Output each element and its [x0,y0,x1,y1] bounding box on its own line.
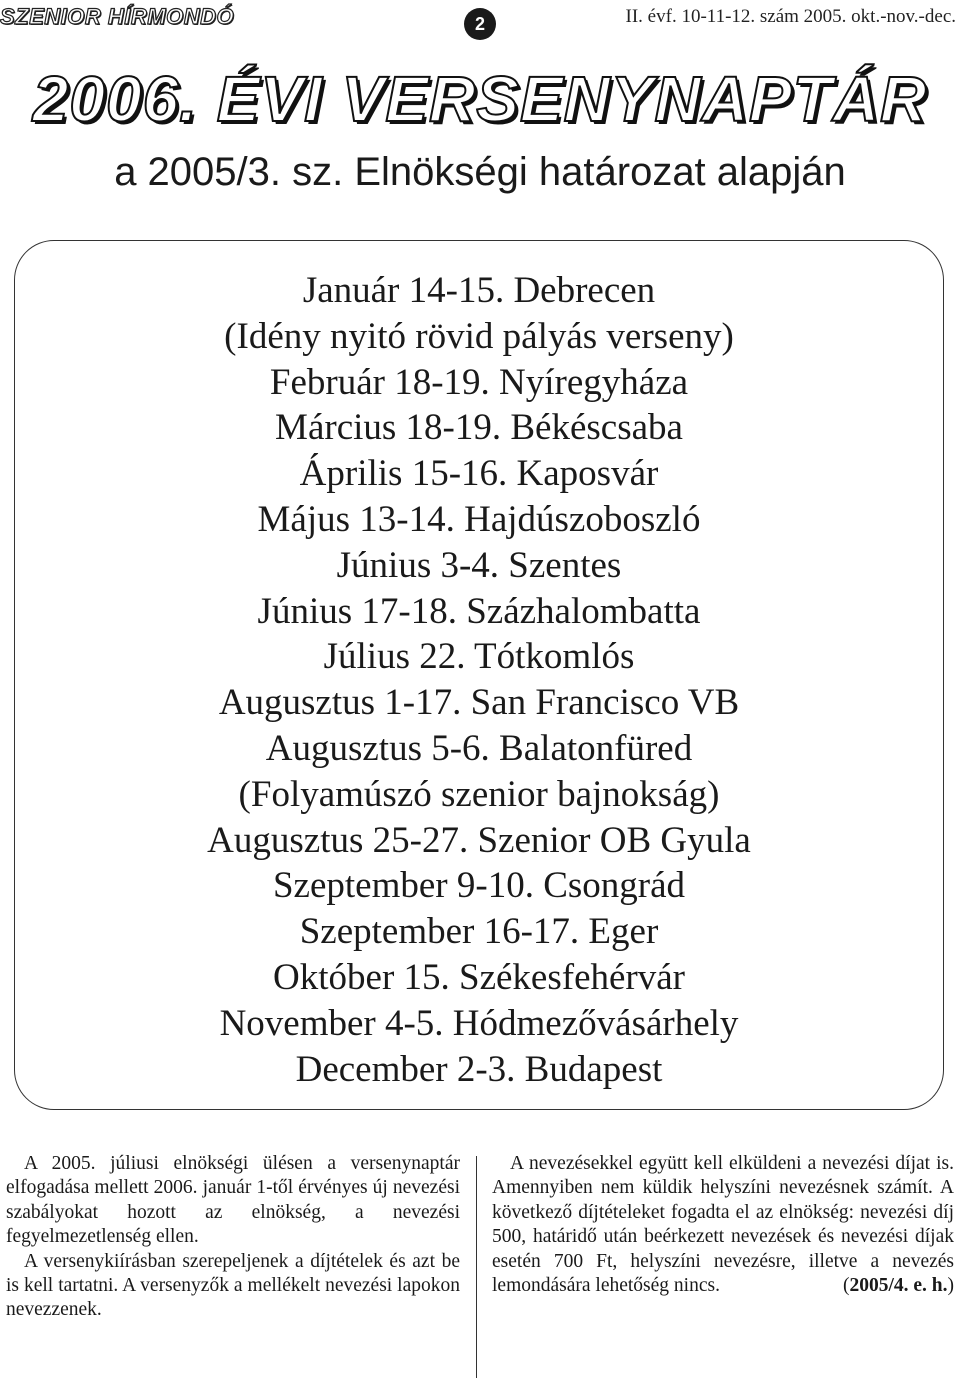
schedule-item: December 2-3. Budapest [295,1048,663,1090]
schedule-item: Augusztus 1-17. San Francisco VB [218,682,740,724]
schedule-item: Június 17-18. Százhalombatta [257,590,701,632]
reference-wrap [825,1274,954,1298]
schedule-item: Január 14-15. Debrecen [302,270,656,311]
reference-close: ) [947,1275,954,1297]
schedule-item: (Folyamúszó szenior bajnokság) [238,773,720,815]
column-divider [476,1156,477,1378]
schedule-item: Március 18-19. Békéscsaba [275,407,683,449]
reference: 2005/4. e. h. [849,1275,948,1297]
schedule-item: Augusztus 25-27. Szenior OB Gyula [207,819,751,861]
issue-info: II. évf. 10-11-12. szám 2005. okt.-nov.-dec. [625,6,956,27]
schedule-item: (Idény nyitó rövid pályás verseny) [224,315,734,357]
left-paragraph-2: A versenykiírásban szerepeljenek a díjtételek és azt be is kell tartatni. A versenyzők a mellékelt nevezési lapokon nevezzenek. [6,1250,460,1321]
page-subtitle: a 2005/3. sz. Elnökségi határozat alapján [114,150,846,194]
schedule-item: Augusztus 5-6. Balatonfüred [265,727,693,769]
schedule-item: Október 15. Székesfehérvár [273,956,685,998]
schedule-item: Február 18-19. Nyíregyháza [269,361,689,403]
schedule-list [14,268,944,1092]
schedule-item: Május 13-14. Hajdúszoboszló [257,498,701,540]
page-title: 2006. ÉVI VERSENYNAPTÁR [32,63,928,135]
schedule-item: Június 3-4. Szentes [336,544,622,586]
left-paragraph-1: A 2005. júliusi elnökségi ülésen a versenynaptár elfogadása mellett 2006. január 1-től érvényes új nevezési szabályokat hozott az elnökség, a nevezési fegyelmezetlenség ellen. [6,1153,460,1248]
schedule-item: November 4-5. Hódmezővásárhely [219,1002,739,1044]
right-paragraph [492,1152,954,1298]
schedule-item: Július 22. Tótkomlós [323,636,635,678]
schedule-item: Április 15-16. Kaposvár [299,453,659,495]
body-columns [0,1152,960,1382]
masthead: SZENIOR HÍRMONDÓ [0,4,235,29]
schedule-item: Szeptember 16-17. Eger [299,911,659,953]
left-column [6,1152,460,1323]
right-paragraph-text: A nevezésekkel együtt kell elküldeni a nevezési díjat is. Amennyiben nem küldik helyszíni nevezésnek számít. A következő díjtételeket fogadta el az elnökség: nevezési díj 500, határidő után beérkezett nevezések és nevezési díjak esetén 700 Ft, helyszíni nevezésre, illetve a nevezés lemondására lehetőség nincs. [492,1153,954,1297]
right-column [492,1152,954,1298]
page-number-badge: 2 [464,8,496,40]
reference-open: ( [842,1275,850,1297]
schedule-item: Szeptember 9-10. Csongrád [272,865,686,907]
